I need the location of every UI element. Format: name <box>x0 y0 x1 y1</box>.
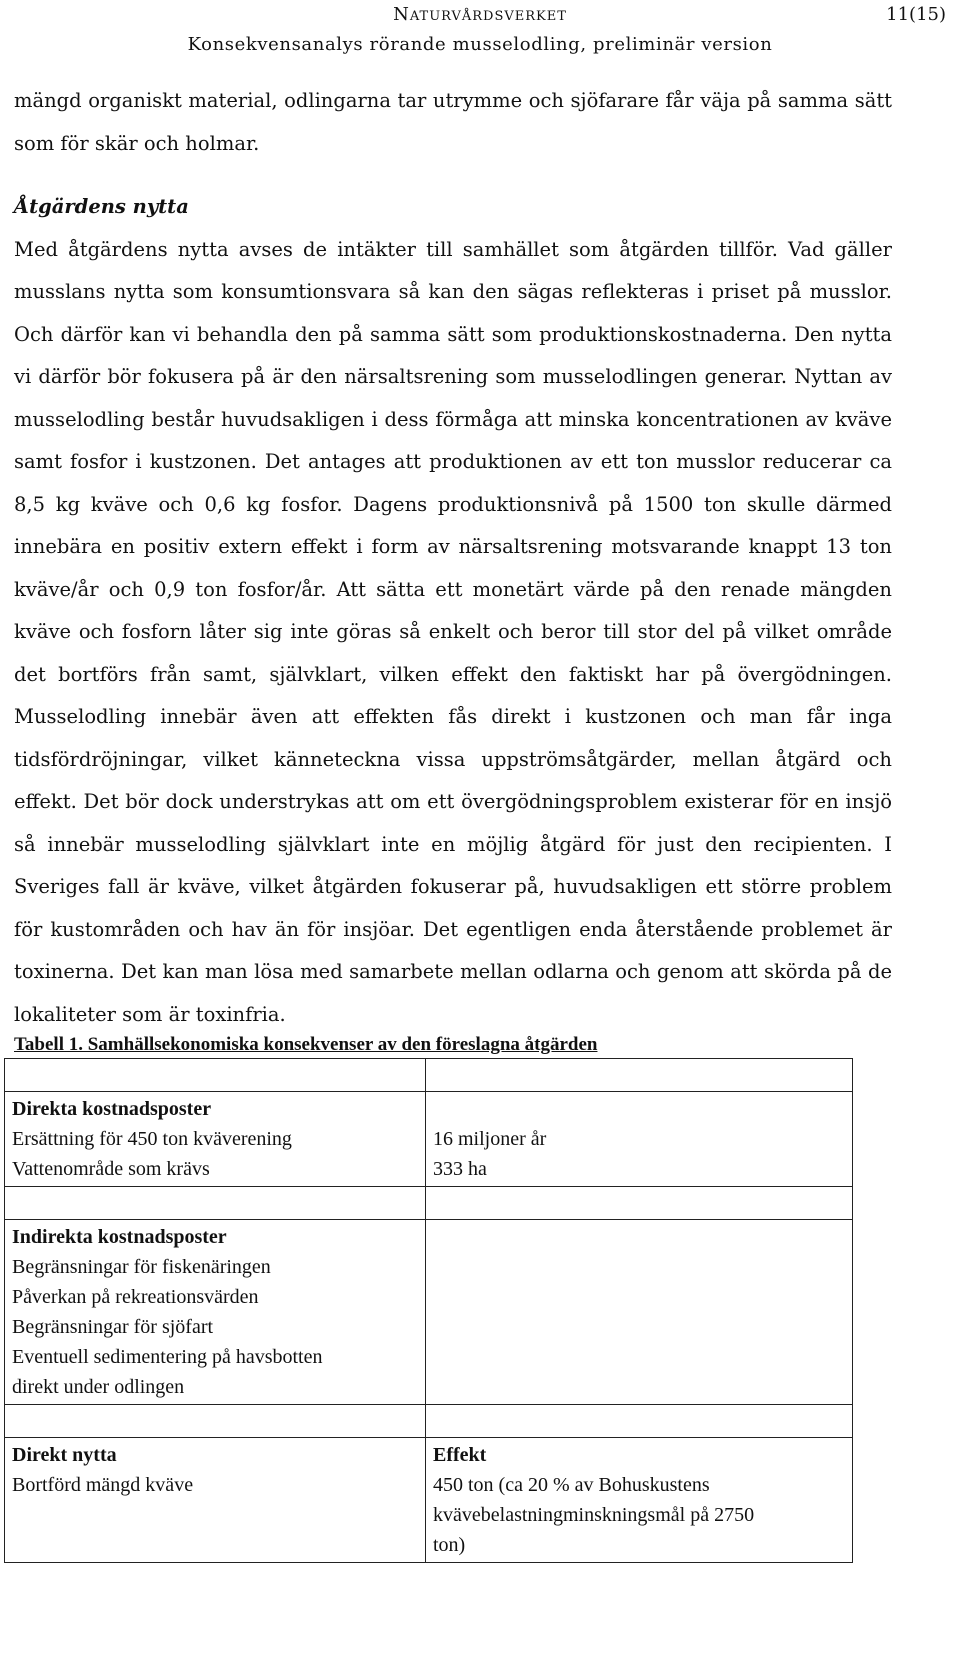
direct-benefit-value: ton) <box>433 1534 466 1556</box>
indirect-cost-item: Påverkan på rekreationsvärden <box>12 1286 259 1308</box>
direct-cost-value: 333 ha <box>433 1158 487 1180</box>
direct-cost-label: Vattenområde som krävs <box>12 1158 210 1180</box>
indirect-cost-item: direkt under odlingen <box>12 1376 185 1398</box>
effect-heading: Effekt <box>433 1444 487 1466</box>
direct-cost-label: Ersättning för 450 ton kväverening <box>12 1128 292 1150</box>
table-cell <box>426 1220 853 1405</box>
direct-benefit-heading: Direkt nytta <box>12 1444 117 1466</box>
direct-benefit-label: Bortförd mängd kväve <box>12 1474 194 1496</box>
table-row <box>5 1092 853 1187</box>
indirect-cost-item: Begränsningar för fiskenäringen <box>12 1256 271 1278</box>
body-text <box>14 80 892 1036</box>
table-cell <box>426 1092 853 1187</box>
page-number: 11(15) <box>886 4 946 25</box>
indirect-cost-item: Begränsningar för sjöfart <box>12 1316 214 1338</box>
table-cell <box>426 1438 853 1563</box>
indirect-cost-item: Eventuell sedimentering på havsbotten <box>12 1346 323 1368</box>
table-cell <box>5 1438 426 1563</box>
direct-benefit-value: kvävebelastningminskningsmål på 2750 <box>433 1504 755 1526</box>
table-row <box>5 1438 853 1563</box>
document-subtitle: Konsekvensanalys rörande musselodling, preliminär version <box>187 34 773 55</box>
table-cell <box>5 1059 426 1092</box>
table-cell <box>5 1092 426 1187</box>
indirect-costs-heading: Indirekta kostnadsposter <box>12 1226 227 1248</box>
page-header <box>0 0 960 64</box>
table-row <box>5 1405 853 1438</box>
table-cell <box>426 1059 853 1092</box>
table-row <box>5 1187 853 1220</box>
continued-paragraph: mängd organiskt material, odlingarna tar utrymme och sjöfarare får väja på samma sätt som för skär och holmar. <box>14 89 892 155</box>
table-caption: Tabell 1. Samhällsekonomiska konsekvenser av den föreslagna åtgärden <box>14 1034 598 1055</box>
section-heading: Åtgärdens nytta <box>14 195 189 218</box>
table-row <box>5 1220 853 1405</box>
table-row <box>5 1059 853 1092</box>
direct-costs-heading: Direkta kostnadsposter <box>12 1098 212 1120</box>
table-cell <box>5 1405 426 1438</box>
agency-name: Naturvårdsverket <box>393 4 567 25</box>
consequence-table <box>4 1058 853 1563</box>
table-cell <box>426 1187 853 1220</box>
direct-benefit-value: 450 ton (ca 20 % av Bohuskustens <box>433 1474 710 1496</box>
main-paragraph: Med åtgärdens nytta avses de intäkter till samhället som åtgärden tillför. Vad gäller musslans nytta som konsumtionsvara så kan den sägas reflekteras i priset på musslor. Och därför kan vi behandla den på samma sätt som produktionskostnaderna. Den nytta vi därför bör fokusera på är den närsaltsrening som musselodlingen generar. Nyttan av musselodling består huvudsakligen i dess förmåga att minska koncentrationen av kväve samt fosfor i kustzonen. Det antages att produktionen av ett ton musslor reducerar ca 8,5 kg kväve och 0,6 kg fosfor. Dagens produktionsnivå på 1500 ton skulle därmed innebära en positiv extern effekt i form av närsaltsrening motsvarande knappt 13 ton kväve/år och 0,9 ton fosfor/år. Att sätta ett monetärt värde på den renade mängden kväve och fosforn låter sig inte göras så enkelt och beror till stor del på vilket område det bortförs från samt, självklart, vilken effekt den faktiskt har på övergödningen. Musselodling innebär även att effekten fås direkt i kustzonen och man får inga tidsfördröjningar, vilket känneteckna vissa uppströmsåtgärder, mellan åtgärd och effekt. Det bör dock understrykas att om ett övergödningsproblem existerar för en insjö så innebär musselodling självklart inte en möjlig åtgärd för just den recipienten. I Sveriges fall är kväve, vilket åtgärden fokuserar på, huvudsakligen ett större problem för kustområden och hav än för insjöar. Det egentligen enda återstående problemet är toxinerna. Det kan man lösa med samarbete mellan odlarna och genom att skörda på de lokaliteter som är toxinfria. <box>14 237 892 1026</box>
direct-cost-value: 16 miljoner år <box>433 1128 547 1150</box>
table-cell <box>5 1220 426 1405</box>
table-cell <box>426 1405 853 1438</box>
table-cell <box>5 1187 426 1220</box>
